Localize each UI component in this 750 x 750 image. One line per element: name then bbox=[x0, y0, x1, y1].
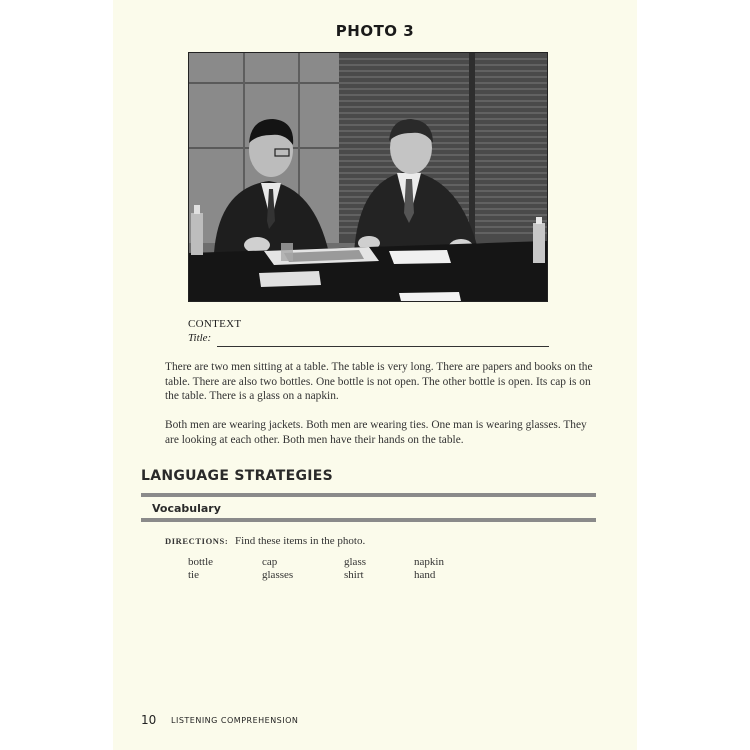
vocab-item: glass bbox=[344, 556, 366, 568]
title-label: Title: bbox=[188, 332, 212, 344]
title-answer-line bbox=[217, 346, 549, 347]
vocabulary-list bbox=[188, 556, 484, 581]
vocab-item: glasses bbox=[262, 569, 294, 581]
context-label: CONTEXT bbox=[188, 318, 242, 330]
directions bbox=[165, 535, 365, 547]
section-rule-top bbox=[141, 493, 596, 497]
page-number: 10 bbox=[141, 713, 157, 727]
running-title: LISTENING COMPREHENSION bbox=[171, 716, 299, 725]
description-paragraph-1: There are two men sitting at a table. The table is very long. There are papers and books on the table. There are also two bottles. One bottle is not open. The other bottle is open. Its cap is on the table. There is a glass on a napkin. bbox=[165, 361, 593, 403]
description-paragraph-2: Both men are wearing jackets. Both men are wearing ties. One man is wearing glasses. They are looking at each other. Both men have their hands on the table. bbox=[165, 419, 587, 446]
photo-heading: PHOTO 3 bbox=[335, 22, 415, 40]
vocabulary-subheading: Vocabulary bbox=[152, 502, 221, 515]
section-heading: LANGUAGE STRATEGIES bbox=[141, 468, 333, 484]
vocab-item: shirt bbox=[344, 569, 364, 581]
vocab-item: napkin bbox=[414, 556, 444, 568]
vocab-item: cap bbox=[262, 556, 278, 568]
directions-text: Find these items in the photo. bbox=[235, 535, 366, 547]
section-rule-bottom bbox=[141, 518, 596, 522]
vocab-item: hand bbox=[414, 569, 436, 581]
vocab-item: tie bbox=[188, 569, 199, 581]
photo-two-men-at-table bbox=[188, 52, 548, 302]
directions-label: DIRECTIONS: bbox=[165, 536, 229, 546]
vocab-item: bottle bbox=[188, 556, 214, 568]
